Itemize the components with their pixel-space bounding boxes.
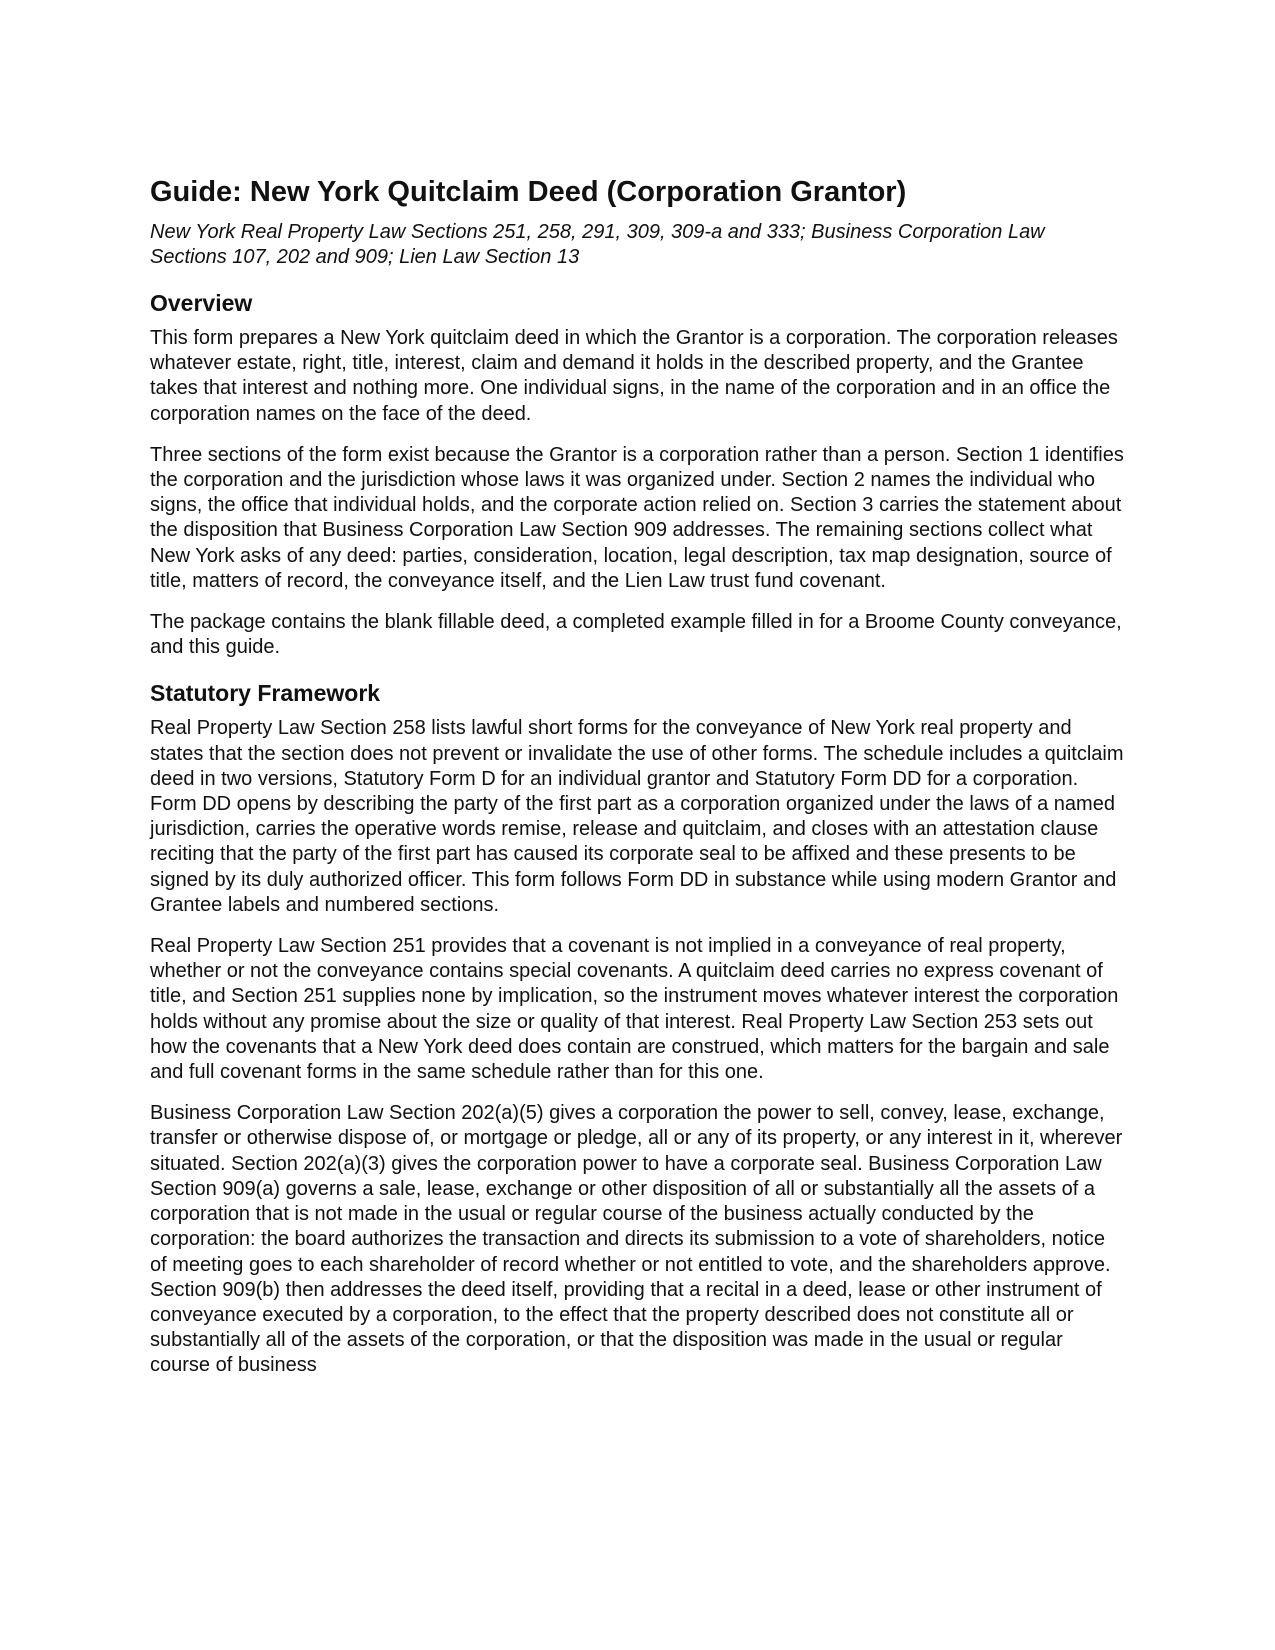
statutory-framework-section bbox=[150, 678, 1125, 1378]
document-page bbox=[150, 174, 1125, 1395]
overview-section bbox=[150, 288, 1125, 660]
overview-paragraph-3: The package contains the blank fillable deed, a completed example filled in for a Broome County conveyance, and this guide. bbox=[150, 611, 1122, 659]
statutory-framework-heading: Statutory Framework bbox=[150, 680, 381, 707]
statutory-framework-paragraph-2: Real Property Law Section 251 provides that a covenant is not implied in a conveyance of real property, whether or not the conveyance contains special covenants. A quitclaim deed carries no express covenant of title, and Section 251 supplies none by implication, so the instrument moves whatever interest the corporation holds without any promise about the size or quality of that interest. Real Property Law Section 253 sets out how the covenants that a New York deed does contain are construed, which matters for the bargain and sale and full covenant forms in the same schedule rather than for this one. bbox=[150, 935, 1119, 1084]
document-title: Guide: New York Quitclaim Deed (Corporation Grantor) bbox=[150, 176, 907, 208]
statutory-framework-paragraph-3: Business Corporation Law Section 202(a)(5) gives a corporation the power to sell, convey, lease, exchange, transfer or otherwise dispose of, or mortgage or pledge, all or any of its property, or any interest in it, wherever situated. Section 202(a)(3) gives the corporation power to have a corporate seal. Business Corporation Law Section 909(a) governs a sale, lease, exchange or other disposition of all or substantially all the assets of a corporation that is not made in the usual or regular course of the business actually conducted by the corporation: the board authorizes the transaction and directs its submission to a vote of shareholders, notice of meeting goes to each shareholder of record whether or not entitled to vote, and the shareholders approve. Section 909(b) then addresses the deed itself, providing that a recital in a deed, lease or other instrument of conveyance executed by a corporation, to the effect that the property described does not constitute all or substantially all of the assets of the corporation, or that the disposition was made in the usual or regular course of business bbox=[150, 1102, 1123, 1377]
overview-heading: Overview bbox=[150, 290, 253, 316]
document-subtitle: New York Real Property Law Sections 251, 258, 291, 309, 309-a and 333; Business Corporation Law Sections 107, 202 and 909; Lien Law Section 13 bbox=[150, 221, 1045, 268]
overview-paragraph-2: Three sections of the form exist because the Grantor is a corporation rather than a person. Section 1 identifies the corporation and the jurisdiction whose laws it was organized under. Section 2 names the individual who signs, the office that individual holds, and the corporate action relied on. Section 3 carries the statement about the disposition that Business Corporation Law Section 909 addresses. The remaining sections collect what New York asks of any deed: parties, consideration, location, legal description, tax map designation, source of title, matters of record, the conveyance itself, and the Lien Law trust fund covenant. bbox=[150, 443, 1124, 592]
statutory-framework-paragraph-1: Real Property Law Section 258 lists lawful short forms for the conveyance of New York real property and states that the section does not prevent or invalidate the use of other forms. The schedule includes a quitclaim deed in two versions, Statutory Form D for an individual grantor and Statutory Form DD for a corporation. Form DD opens by describing the party of the first part as a corporation organized under the laws of a named jurisdiction, carries the operative words remise, release and quitclaim, and closes with an attestation clause reciting that the party of the first part has caused its corporate seal to be affixed and these presents to be signed by its duly authorized officer. This form follows Form DD in substance while using modern Grantor and Grantee labels and numbered sections. bbox=[150, 717, 1124, 916]
overview-paragraph-1: This form prepares a New York quitclaim deed in which the Grantor is a corporation. The corporation releases whatever estate, right, title, interest, claim and demand it holds in the described property, and the Grantee takes that interest and nothing more. One individual signs, in the name of the corporation and in an office the corporation names on the face of the deed. bbox=[150, 327, 1118, 425]
